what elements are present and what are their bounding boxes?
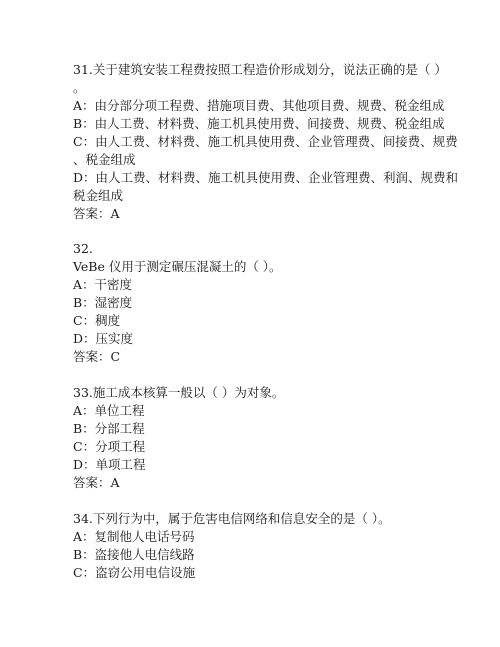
- q34-option-b: B：盗接他人电信线路: [73, 547, 195, 562]
- q33-answer: 答案：A: [73, 475, 120, 490]
- q31-stem-line-1: 31.关于建筑安装工程费按照工程造价形成划分，说法正确的是（ ）: [73, 62, 447, 77]
- q32-answer: 答案：C: [73, 349, 121, 364]
- q34-option-a: A：复制他人电话号码: [73, 529, 195, 544]
- q32-option-a: A：干密度: [73, 277, 133, 292]
- q31-option-a: A：由分部分项工程费、措施项目费、其他项目费、规费、税金组成: [73, 98, 445, 113]
- q34-option-c: C：盗窃公用电信设施: [73, 565, 196, 580]
- q32-option-c: C：稠度: [73, 313, 121, 328]
- q31-option-d-line-2: 税金组成: [73, 188, 124, 203]
- q33-option-d: D：单项工程: [73, 457, 146, 472]
- q31-option-b: B：由人工费、材料费、施工机具使用费、间接费、规费、税金组成: [73, 116, 445, 131]
- q33-option-a: A：单位工程: [73, 403, 145, 418]
- q34-stem: 34.下列行为中，属于危害电信网络和信息安全的是（ ）。: [73, 511, 391, 526]
- q33-option-b: B：分部工程: [73, 421, 145, 436]
- q32-stem-line-2: VeBe 仪用于测定碾压混凝土的（ ）。: [73, 259, 282, 274]
- q32-option-d: D：压实度: [73, 331, 134, 346]
- q31-option-d-line-1: D：由人工费、材料费、施工机具使用费、企业管理费、利润、规费和: [73, 170, 459, 185]
- q31-answer: 答案：A: [73, 206, 120, 221]
- q31-option-c-line-1: C：由人工费、材料费、施工机具使用费、企业管理费、间接费、规费: [73, 134, 458, 149]
- q33-option-c: C：分项工程: [73, 439, 146, 454]
- q31-option-c-line-2: 、税金组成: [73, 152, 136, 167]
- q33-stem: 33.施工成本核算一般以（ ）为对象。: [73, 385, 285, 400]
- q32-stem-line-1: 32.: [73, 241, 93, 256]
- q31-stem-line-2: 。: [73, 80, 86, 95]
- q32-option-b: B：湿密度: [73, 295, 133, 310]
